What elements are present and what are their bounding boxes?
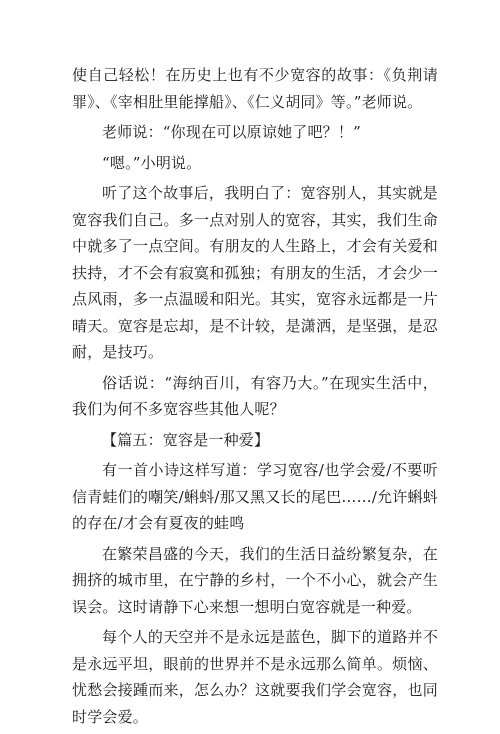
section-heading-part-five: 【篇五：宽容是一种爱】 — [102, 430, 270, 449]
paragraph-modern-life: 在繁荣昌盛的今天，我们的生活日益纷繁复杂，在拥挤的城市里，在宁静的乡村，一个不小心，就会产生误会。这时请静下心来想一想明白宽容就是一种爱。 — [72, 544, 438, 616]
paragraph-story-ending: 使自己轻松！在历史上也有不少宽容的故事：《负荆请罪》、《宰相肚里能撑船》、《仁义胡同》等。”老师说。 — [72, 66, 438, 111]
paragraph-proverb: 俗话说：“海纳百川，有容乃大。”在现实生活中，我们为何不多宽容些其他人呢？ — [72, 373, 438, 418]
paragraph-poem: 有一首小诗这样写道：学习宽容/也学会爱/不要听信青蛙们的嘲笑/蝌蚪/那又黑又长的尾巴……/允许蝌蚪的存在/才会有夏夜的蛙鸣 — [72, 461, 438, 532]
paragraph-sky-and-road: 每个人的天空并不是永远是蓝色，脚下的道路并不是永远平坦，眼前的世界并不是永远那么简单。烦恼、忧愁会接踵而来，怎么办？这就要我们学会宽容，也同时学会爱。 — [72, 628, 438, 726]
article-body — [72, 62, 438, 734]
paragraph-teacher-question: 老师说：“你现在可以原谅她了吧？！” — [102, 123, 361, 141]
paragraph-xiaoming-reply: “嗯。”小明说。 — [102, 153, 202, 172]
paragraph-reflection: 听了这个故事后，我明白了：宽容别人，其实就是宽容我们自己。多一点对别人的宽容，其实，我们生命中就多了一点空间。有朋友的人生路上，才会有关爱和扶持，才不会有寂寞和孤独；有朋友的生活，才会少一点风雨，多一点温暖和阳光。其实，宽容永远都是一片晴天。宽容是忘却，是不计较，是潇洒，是坚强，是忍耐，是技巧。 — [72, 184, 438, 361]
